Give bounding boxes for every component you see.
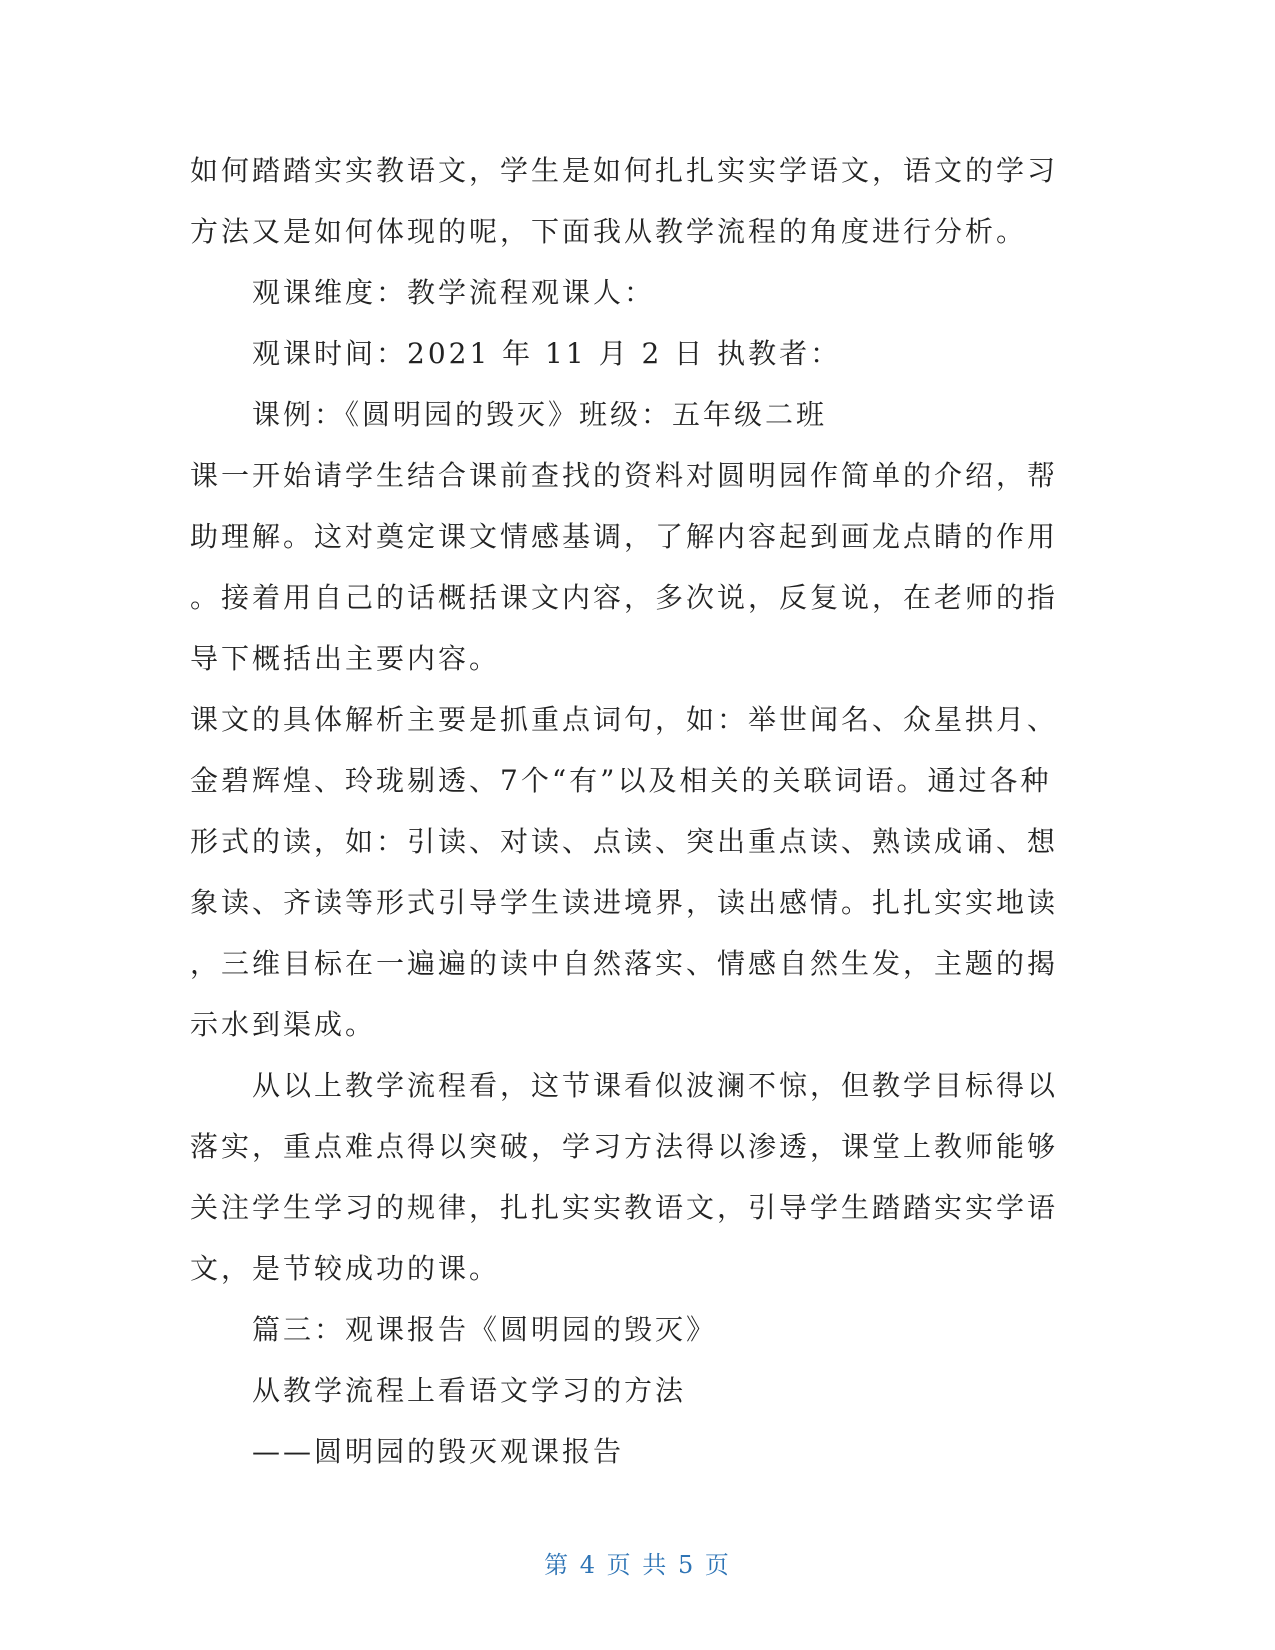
text-line: 方法又是如何体现的呢，下面我从教学流程的角度进行分析。 (190, 215, 1028, 248)
text-line: 文，是节较成功的课。 (190, 1252, 501, 1285)
section-title: 从教学流程上看语文学习的方法 (252, 1374, 687, 1407)
text-line: 象读、齐读等形式引导学生读进境界，读出感情。扎扎实实地读 (190, 886, 1059, 919)
text-line: 形式的读，如：引读、对读、点读、突出重点读、熟读成诵、想 (190, 825, 1059, 858)
text-line: 金碧辉煌、玲珑剔透、7个“有”以及相关的关联词语。通过各种 (190, 764, 1052, 797)
page-footer (0, 1545, 1275, 1580)
text-line: 如何踏踏实实教语文，学生是如何扎扎实实学语文，语文的学习 (190, 154, 1059, 187)
text-line: 导下概括出主要内容。 (190, 642, 501, 675)
section-subtitle: ——圆明园的毁灭观课报告 (252, 1435, 625, 1468)
text-line: 课例：《圆明园的毁灭》班级：五年级二班 (252, 398, 828, 431)
text-line: 落实，重点难点得以突破，学习方法得以渗透，课堂上教师能够 (190, 1130, 1059, 1163)
page-number: 第 4 页 共 5 页 (544, 1551, 731, 1579)
document-body (190, 140, 1090, 1482)
text-line: 观课维度：教学流程观课人： (252, 276, 656, 309)
text-line: 助理解。这对奠定课文情感基调，了解内容起到画龙点睛的作用 (190, 520, 1059, 553)
section-heading: 篇三：观课报告《圆明园的毁灭》 (252, 1313, 718, 1346)
text-line: 观课时间：2021 年 11 月 2 日 执教者： (252, 337, 842, 370)
text-line: 关注学生学习的规律，扎扎实实教语文，引导学生踏踏实实学语 (190, 1191, 1059, 1224)
text-line: 课文的具体解析主要是抓重点词句，如：举世闻名、众星拱月、 (190, 703, 1059, 736)
text-line: 示水到渠成。 (190, 1008, 377, 1041)
text-line: 课一开始请学生结合课前查找的资料对圆明园作简单的介绍，帮 (190, 459, 1059, 492)
text-line: 。接着用自己的话概括课文内容，多次说，反复说，在老师的指 (190, 581, 1059, 614)
text-line: 从以上教学流程看，这节课看似波澜不惊，但教学目标得以 (252, 1069, 1059, 1102)
text-line: ，三维目标在一遍遍的读中自然落实、情感自然生发，主题的揭 (190, 947, 1059, 980)
